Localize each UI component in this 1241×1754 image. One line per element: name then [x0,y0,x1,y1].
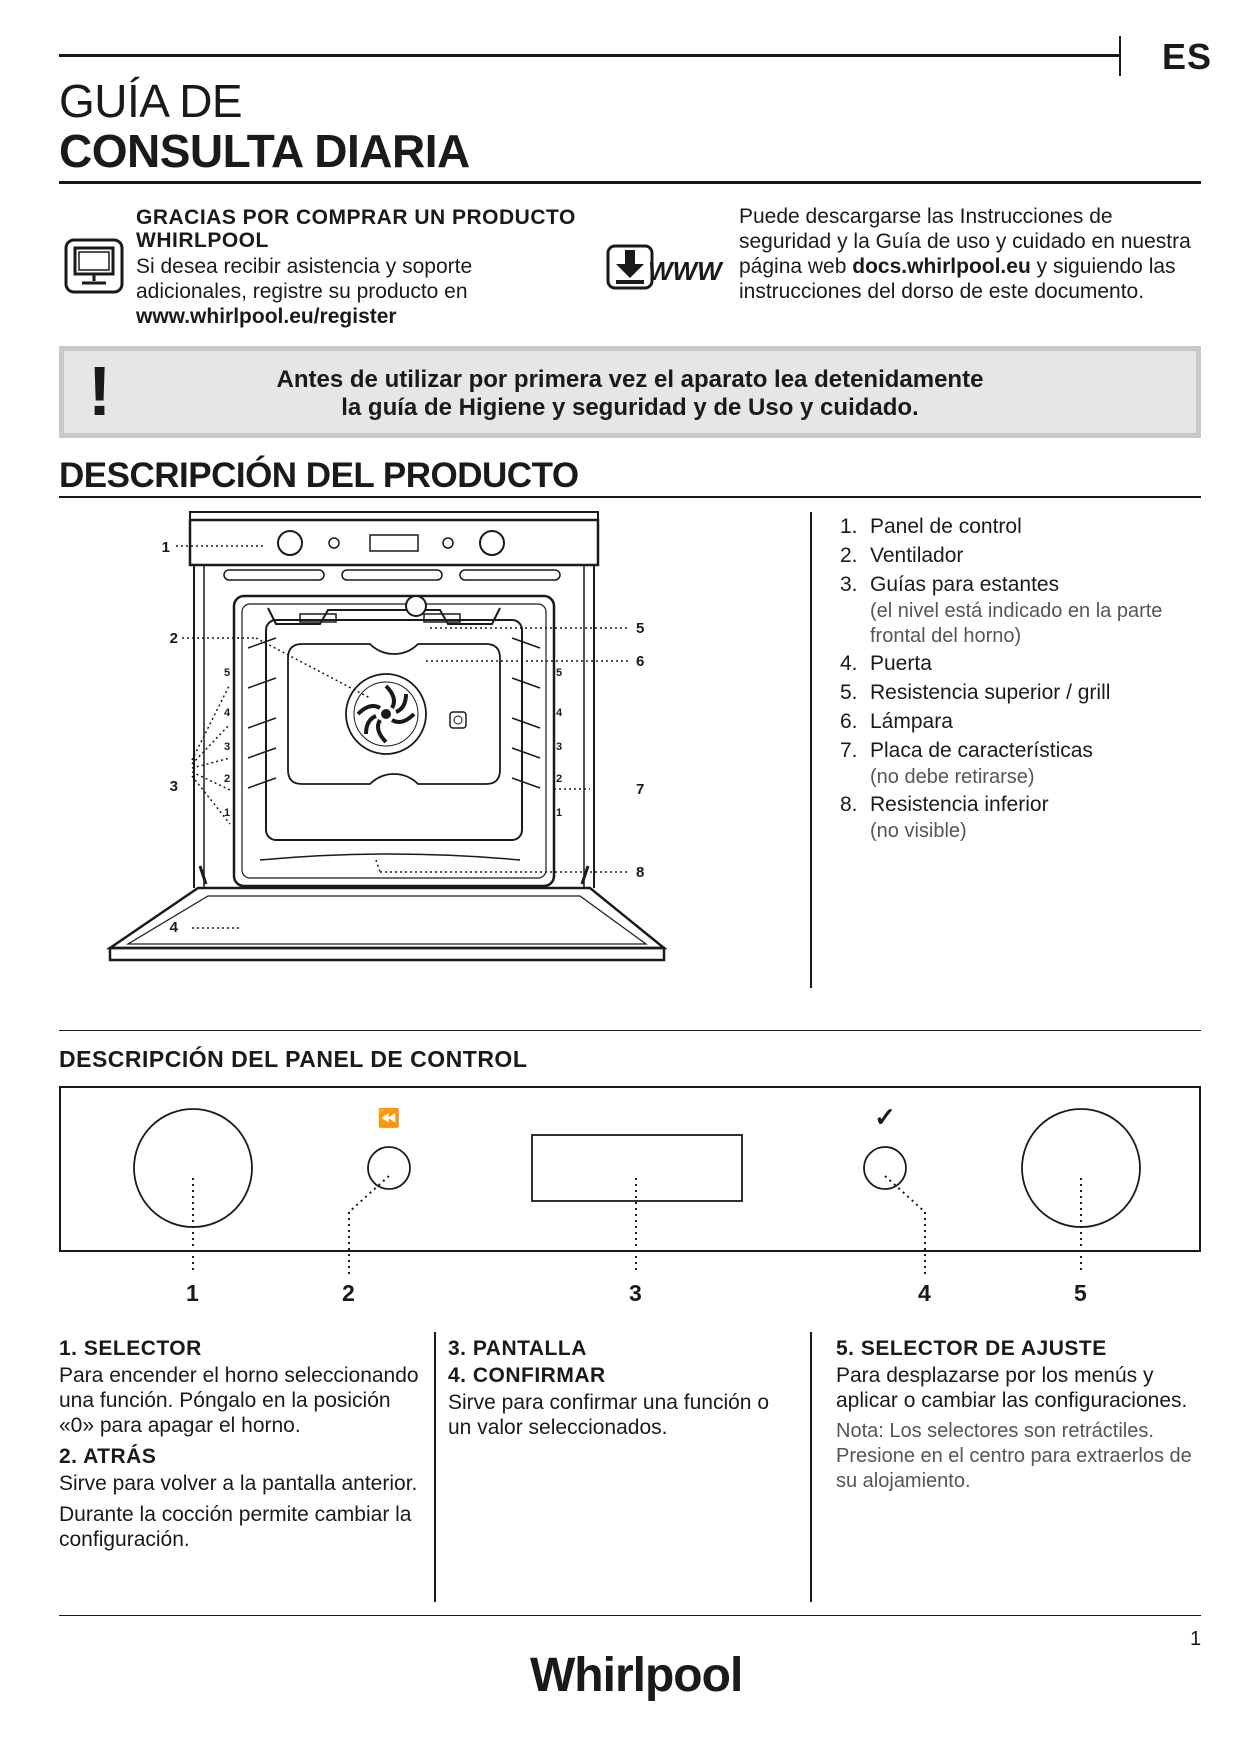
shelf-level-left-4: 4 [224,707,231,719]
diagram-label-4: 4 [169,919,178,936]
shelf-level-left-2: 2 [224,773,231,785]
diagram-label-6: 6 [636,653,645,670]
control-panel-title: DESCRIPCIÓN DEL PANEL DE CONTROL [59,1046,528,1072]
computer-monitor-icon [64,238,124,299]
col-divider-1 [434,1332,436,1602]
legend-label: Lámpara [870,710,953,733]
oven-diagram [80,508,740,1003]
legend-num: 4. [840,652,858,675]
download-text-before: Puede descargarse las Instrucciones de seguridad y la Guía de uso y cuidado en nuestra página web [739,205,1191,278]
legend-num: 1. [840,515,858,538]
title-rule [59,181,1201,184]
panel-number-2: 2 [342,1280,355,1306]
control-panel-diagram [59,1086,1201,1301]
legend-item [840,707,1200,736]
confirm-text: Sirve para confirmar una función o un valor seleccionados. [448,1391,769,1439]
product-legend [840,512,1200,844]
register-description: Si desea recibir asistencia y soporte adicionales, registre su producto en [136,255,473,303]
legend-label: Placa de características [870,739,1093,762]
diagram-label-2: 2 [169,630,178,647]
warning-text [200,366,1060,422]
register-title: GRACIAS POR COMPRAR UN PRODUCTO WHIRLPOOL [136,206,576,252]
product-section-title: DESCRIPCIÓN DEL PRODUCTO [59,456,579,495]
download-www-icon [606,244,726,295]
diagram-label-3: 3 [169,778,178,795]
legend-sub: (el nivel está indicado en la parte frontal del horno) [870,600,1163,647]
legend-item [840,736,1200,790]
download-text-after: y siguiendo las instrucciones del dorso de este documento. [739,255,1176,303]
panel-col-2 [448,1336,798,1446]
confirm-heading: 4. CONFIRMAR [448,1364,606,1387]
legend-label: Guías para estantes [870,573,1060,596]
legend-item [840,570,1200,649]
legend-label: Panel de control [870,515,1022,538]
page-title-line1: GUÍA DE [59,75,243,127]
page-title-line2: CONSULTA DIARIA [59,125,470,177]
shelf-level-right-1: 1 [556,807,563,819]
shelf-level-labels [224,667,563,819]
shelf-level-right-5: 5 [556,667,563,679]
legend-label: Puerta [870,652,932,675]
diagram-label-8: 8 [636,864,645,881]
product-title-rule [59,496,1201,498]
download-www-text: WWW [648,256,722,286]
selector-text: Para encender el horno seleccionando una función. Póngalo en la posición «0» para apagar el horno. [59,1364,419,1437]
legend-item [840,649,1200,678]
panel-number-1: 1 [186,1280,199,1306]
footer-rule [59,1615,1201,1616]
top-rule-tick [1119,36,1121,76]
adjust-text: Para desplazarse por los menús y aplicar o cambiar las configuraciones. [836,1364,1188,1412]
legend-label: Ventilador [870,544,964,567]
panel-col-3 [836,1336,1201,1494]
register-text [136,254,566,329]
diagram-label-5: 5 [636,620,645,637]
display-heading: 3. PANTALLA [448,1337,587,1360]
legend-divider [810,512,812,988]
panel-number-5: 5 [1074,1280,1087,1306]
legend-label: Resistencia inferior [870,793,1049,816]
register-link[interactable]: www.whirlpool.eu/register [136,305,397,328]
legend-num: 6. [840,710,858,733]
download-text [739,204,1209,304]
legend-item [840,678,1200,707]
back-icon: ⏪ [377,1108,401,1128]
download-link[interactable]: docs.whirlpool.eu [852,255,1031,278]
exclamation-icon: ! [88,352,112,430]
legend-item [840,512,1200,541]
check-icon: ✓ [874,1102,896,1132]
legend-num: 3. [840,573,858,596]
adjust-heading: 5. SELECTOR DE AJUSTE [836,1337,1107,1360]
panel-col-1 [59,1336,429,1558]
legend-sub: (no visible) [870,820,967,842]
shelf-level-right-3: 3 [556,741,563,753]
legend-item [840,541,1200,570]
panel-number-4: 4 [918,1280,931,1306]
whirlpool-logo: Whirlpool [530,1649,743,1702]
legend-num: 8. [840,793,858,816]
legend-item [840,790,1200,844]
diagram-label-1: 1 [161,539,170,556]
language-code: ES [1162,36,1213,77]
selector-heading: 1. SELECTOR [59,1337,202,1360]
legend-num: 7. [840,739,858,762]
diagram-label-7: 7 [636,781,645,798]
back-heading: 2. ATRÁS [59,1445,157,1468]
shelf-level-left-1: 1 [224,807,231,819]
col-divider-2 [810,1332,812,1602]
legend-num: 5. [840,681,858,704]
legend-num: 2. [840,544,858,567]
back-text-2: Durante la cocción permite cambiar la configuración. [59,1503,412,1551]
legend-sub: (no debe retirarse) [870,766,1035,788]
legend-label: Resistencia superior / grill [870,681,1111,704]
page-number: 1 [1190,1628,1202,1650]
warning-line2: la guía de Higiene y seguridad y de Uso y cuidado. [341,394,919,421]
back-text: Sirve para volver a la pantalla anterior. [59,1472,418,1495]
adjust-note: Nota: Los selectores son retráctiles. Presione en el centro para extraerlos de su alojamiento. [836,1420,1192,1492]
shelf-level-right-4: 4 [556,707,563,719]
warning-line1: Antes de utilizar por primera vez el aparato lea detenidamente [276,366,984,393]
shelf-level-left-5: 5 [224,667,231,679]
confirm-button[interactable] [864,1147,906,1189]
panel-top-rule [59,1030,1201,1031]
top-rule [59,54,1121,57]
shelf-level-right-2: 2 [556,773,563,785]
panel-number-3: 3 [629,1280,642,1306]
shelf-level-left-3: 3 [224,741,231,753]
back-button[interactable] [368,1147,410,1189]
